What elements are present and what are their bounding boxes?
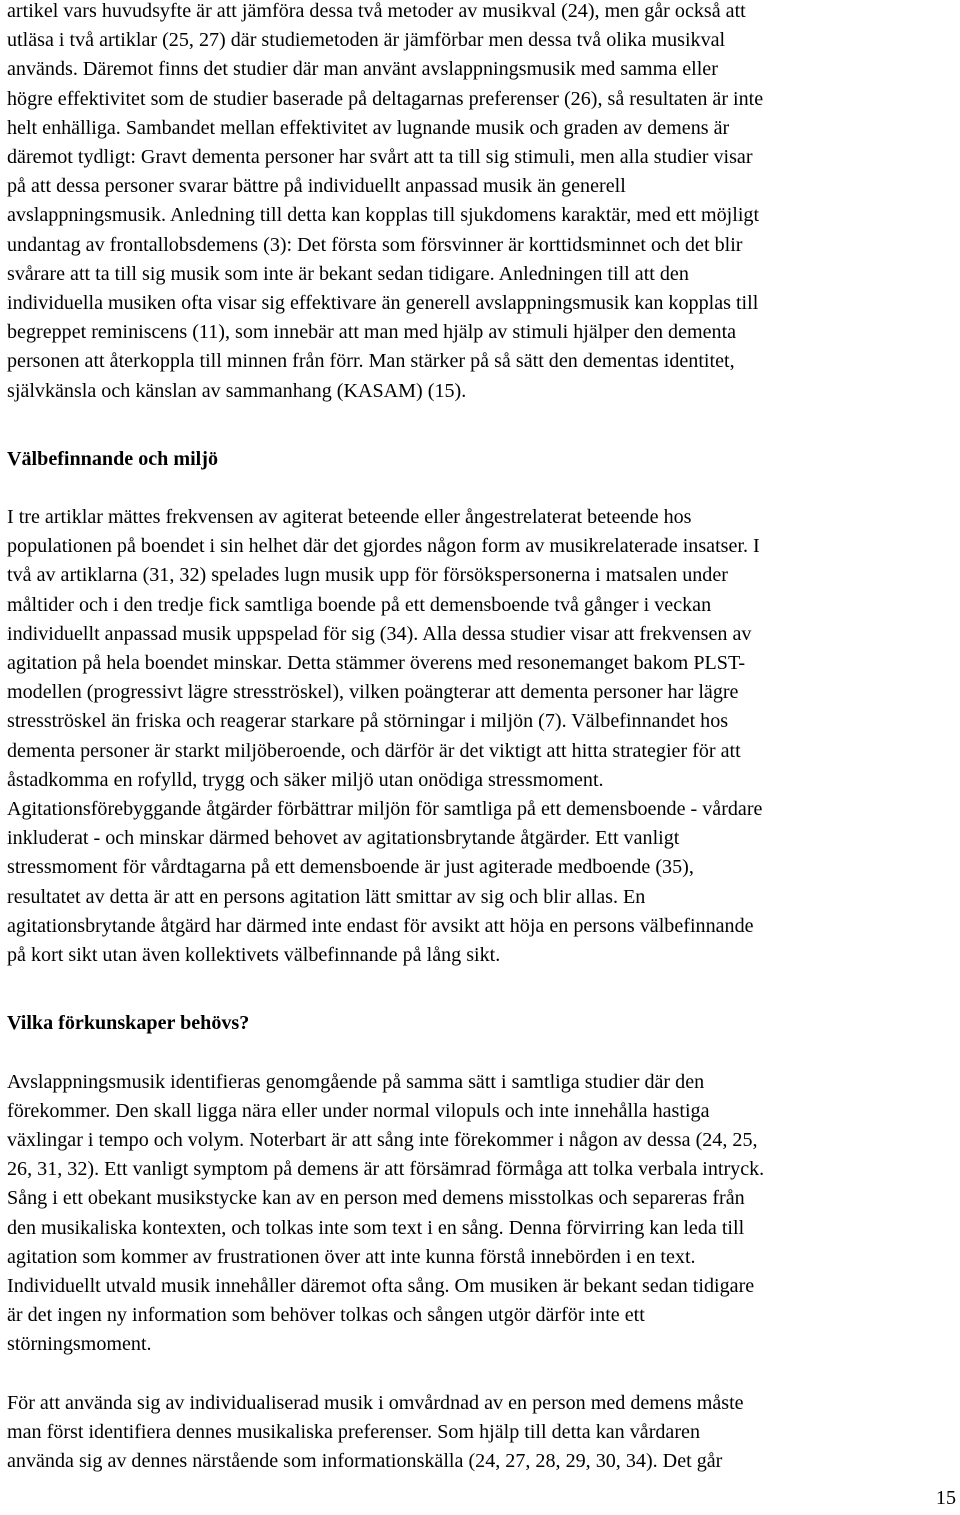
text-line: självkänsla och känslan av sammanhang (KASAM) (15). <box>7 379 467 402</box>
text-line: agitationsbrytande åtgärd har därmed inte endast för avsikt att höja en persons välbefinnande <box>7 914 754 937</box>
paragraph-relaxation-music <box>7 1068 955 1360</box>
text-line: Individuellt utvald musik innehåller däremot ofta sång. Om musiken är bekant sedan tidigare <box>7 1274 755 1297</box>
text-line: Agitationsförebyggande åtgärder förbättrar miljön för samtliga på ett demensboende - vårdare <box>7 798 763 821</box>
text-line: förekommer. Den skall ligga nära eller under normal vilopuls och inte innehålla hastiga <box>7 1099 710 1122</box>
text-line: dementa personer är starkt miljöberoende, och därför är det viktigt att hitta strategier för att <box>7 739 741 762</box>
document-page <box>7 0 955 1476</box>
text-line: störningsmoment. <box>7 1333 152 1356</box>
section-heading-wellbeing: Välbefinnande och miljö <box>7 447 219 470</box>
text-line: använda sig av dennes närstående som informationskälla (24, 27, 28, 29, 30, 34). Det går <box>7 1449 723 1472</box>
text-line: utläsa i två artiklar (25, 27) där studiemetoden är jämförbar men dessa två olika musikval <box>7 29 726 52</box>
text-line: undantag av frontallobsdemens (3): Det första som försvinner är korttidsminnet och det blir <box>7 233 743 256</box>
paragraph-wellbeing-environment <box>7 503 955 970</box>
text-line: stressmoment för vårdtagarna på ett demensboende är just agiterade medboende (35), <box>7 856 694 879</box>
text-line: stresströskel än friska och reagerar starkare på störningar i miljön (7). Välbefinnandet hos <box>7 710 729 733</box>
paragraph-individualized-music <box>7 1389 955 1477</box>
text-line: svårare att ta till sig musik som inte är bekant sedan tidigare. Anledningen till att den <box>7 262 689 285</box>
section-heading-prior-knowledge: Vilka förkunskaper behövs? <box>7 1012 250 1035</box>
text-line: helt enhälliga. Sambandet mellan effektivitet av lugnande musik och graden av demens är <box>7 116 730 139</box>
text-line: högre effektivitet som de studier baserade på deltagarnas preferenser (26), så resultaten är inte <box>7 87 764 110</box>
text-line: resultatet av detta är att en persons agitation lätt smittar av sig och blir allas. En <box>7 885 646 908</box>
text-line: personen att återkoppla till minnen från förr. Man stärker på så sätt den dementas identitet, <box>7 350 735 373</box>
text-line: I tre artiklar mättes frekvensen av agiterat beteende eller ångestrelaterat beteende hos <box>7 506 692 529</box>
text-line: modellen (progressivt lägre stresströskel), vilken poängterar att dementa personer har lägre <box>7 681 739 704</box>
text-line: Sång i ett obekant musikstycke kan av en person med demens misstolkas och separeras från <box>7 1187 745 1210</box>
paragraph-music-selection <box>7 0 955 406</box>
text-line: man först identifiera dennes musikaliska preferenser. Som hjälp till detta kan vårdaren <box>7 1420 701 1443</box>
page-number: 15 <box>935 1487 956 1509</box>
text-line: växlingar i tempo och volym. Noterbart är att sång inte förekommer i någon av dessa (24, 25, <box>7 1128 758 1151</box>
text-line: agitation på hela boendet minskar. Detta stämmer överens med resonemanget bakom PLST- <box>7 652 746 675</box>
text-line: individuellt anpassad musik uppspelad för sig (34). Alla dessa studier visar att frekvensen av <box>7 622 752 645</box>
text-line: avslappningsmusik. Anledning till detta kan kopplas till sjukdomens karaktär, med ett möjligt <box>7 204 760 227</box>
text-line: är det ingen ny information som behöver tolkas och sången utgör därför inte ett <box>7 1304 645 1327</box>
text-line: artikel vars huvudsyfte är att jämföra dessa två metoder av musikval (24), men går också att <box>7 0 746 22</box>
text-line: För att använda sig av individualiserad musik i omvårdnad av en person med demens måste <box>7 1391 744 1414</box>
text-line: individuella musiken ofta visar sig effektivare än generell avslappningsmusik kan kopplas till <box>7 292 759 315</box>
text-line: används. Däremot finns det studier där man använt avslappningsmusik med samma eller <box>7 58 718 81</box>
text-line: på att dessa personer svarar bättre på individuellt anpassad musik än generell <box>7 175 626 198</box>
text-line: populationen på boendet i sin helhet där det gjordes någon form av musikrelaterade insatser. I <box>7 535 760 558</box>
text-line: måltider och i den tredje fick samtliga boende på ett demensboende två gånger i veckan <box>7 593 712 616</box>
text-line: begreppet reminiscens (11), som innebär att man med hjälp av stimuli hjälper den dementa <box>7 321 737 344</box>
text-line: agitation som kommer av frustrationen över att inte kunna förstå innebörden i en text. <box>7 1245 696 1268</box>
text-line: åstadkomma en rofylld, trygg och säker miljö utan onödiga stressmoment. <box>7 768 604 791</box>
text-line: däremot tydligt: Gravt dementa personer har svårt att ta till sig stimuli, men alla studier visar <box>7 146 753 169</box>
text-line: Avslappningsmusik identifieras genomgående på samma sätt i samtliga studier där den <box>7 1070 705 1093</box>
text-line: inkluderat - och minskar därmed behovet av agitationsbrytande åtgärder. Ett vanligt <box>7 827 680 850</box>
text-line: på kort sikt utan även kollektivets välbefinnande på lång sikt. <box>7 944 501 967</box>
text-line: två av artiklarna (31, 32) spelades lugn musik upp för försökspersonerna i matsalen under <box>7 564 728 587</box>
text-line: 26, 31, 32). Ett vanligt symptom på demens är att försämrad förmåga att tolka verbala intryck. <box>7 1158 765 1181</box>
text-line: den musikaliska kontexten, och tolkas inte som text i en sång. Denna förvirring kan leda till <box>7 1216 745 1239</box>
